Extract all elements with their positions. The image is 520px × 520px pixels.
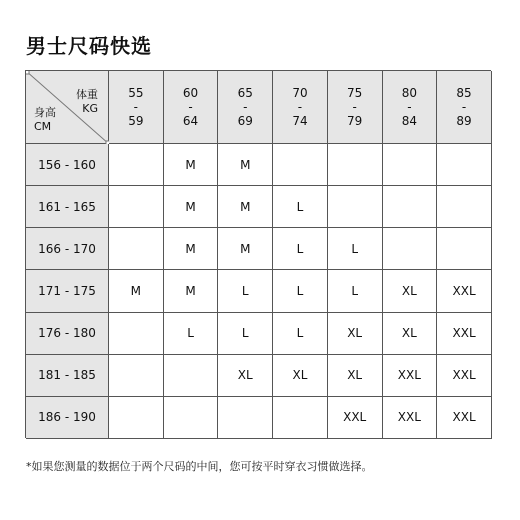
size-cell: XL	[218, 355, 273, 397]
size-cell	[109, 397, 164, 439]
weight-range-dash: -	[461, 100, 467, 114]
size-cell: M	[218, 228, 273, 270]
size-cell: XXL	[383, 355, 438, 397]
weight-range-top: 65	[237, 86, 253, 100]
size-cell: L	[218, 270, 273, 312]
size-cell	[273, 397, 328, 439]
size-cell: XXL	[437, 355, 492, 397]
size-cell	[109, 144, 164, 186]
size-cell	[328, 144, 383, 186]
weight-range-dash: -	[243, 100, 248, 114]
weight-column-header	[383, 71, 438, 144]
weight-range-dash: -	[407, 100, 412, 114]
size-cell: L	[164, 313, 219, 355]
size-cell	[109, 228, 164, 270]
weight-range-bottom: 84	[401, 114, 417, 128]
weight-range-bottom: 64	[182, 114, 199, 128]
weight-column-header	[218, 71, 273, 144]
weight-range-top: 85	[456, 86, 472, 100]
size-cell	[383, 228, 438, 270]
size-cell: XL	[383, 313, 438, 355]
size-chart-table	[25, 70, 491, 438]
size-cell	[437, 144, 492, 186]
size-cell	[109, 355, 164, 397]
size-cell	[383, 186, 438, 228]
size-cell	[437, 186, 492, 228]
weight-column-header	[437, 71, 492, 144]
size-cell: M	[164, 270, 219, 312]
size-cell: M	[218, 186, 273, 228]
weight-range-top: 80	[401, 86, 417, 100]
size-cell: L	[273, 228, 328, 270]
weight-range-bottom: 59	[128, 114, 144, 128]
weight-range-top: 60	[182, 86, 199, 100]
size-cell	[218, 397, 273, 439]
size-cell: M	[164, 186, 219, 228]
weight-range-bottom: 89	[456, 114, 472, 128]
weight-column-header	[273, 71, 328, 144]
weight-range-dash: -	[188, 100, 193, 114]
size-cell	[164, 355, 219, 397]
weight-range-top: 70	[292, 86, 308, 100]
weight-unit: KG	[82, 102, 98, 115]
height-unit: CM	[34, 120, 52, 133]
size-cell: XXL	[328, 397, 383, 439]
size-cell: XL	[273, 355, 328, 397]
size-cell	[328, 186, 383, 228]
weight-range-bottom: 74	[292, 114, 308, 128]
size-cell: L	[273, 186, 328, 228]
size-cell: XXL	[437, 313, 492, 355]
weight-header	[76, 88, 98, 116]
height-row-header: 171 - 175	[26, 270, 109, 312]
size-cell: XL	[328, 313, 383, 355]
size-cell	[383, 144, 438, 186]
size-cell: M	[164, 228, 219, 270]
page-title: 男士尺码快选	[26, 34, 152, 58]
height-row-header: 161 - 165	[26, 186, 109, 228]
height-row-header: 156 - 160	[26, 144, 109, 186]
weight-label: 体重	[76, 88, 98, 101]
height-row-header: 186 - 190	[26, 397, 109, 439]
size-cell: L	[273, 270, 328, 312]
size-cell: M	[164, 144, 219, 186]
weight-column-header	[164, 71, 219, 144]
height-row-header: 176 - 180	[26, 313, 109, 355]
weight-range-dash: -	[352, 100, 357, 114]
height-row-header: 181 - 185	[26, 355, 109, 397]
height-row-header: 166 - 170	[26, 228, 109, 270]
footnote: *如果您测量的数据位于两个尺码的中间，您可按平时穿衣习惯做选择。	[26, 460, 373, 473]
size-cell: XL	[383, 270, 438, 312]
size-cell	[164, 397, 219, 439]
size-cell	[437, 228, 492, 270]
size-cell: L	[328, 270, 383, 312]
weight-range-top: 75	[347, 86, 363, 100]
size-cell	[109, 313, 164, 355]
size-cell: L	[328, 228, 383, 270]
weight-column-header	[109, 71, 164, 144]
size-cell: M	[218, 144, 273, 186]
weight-range-dash: -	[297, 100, 303, 114]
weight-column-header	[328, 71, 383, 144]
size-cell	[273, 144, 328, 186]
height-header	[34, 106, 56, 134]
size-cell: L	[218, 313, 273, 355]
weight-range-bottom: 69	[237, 114, 253, 128]
size-cell	[109, 186, 164, 228]
size-cell: M	[109, 270, 164, 312]
height-label: 身高	[34, 106, 56, 119]
size-cell: L	[273, 313, 328, 355]
weight-range-top: 55	[128, 86, 144, 100]
size-cell: XL	[328, 355, 383, 397]
size-cell: XXL	[383, 397, 438, 439]
weight-range-dash: -	[133, 100, 139, 114]
corner-header	[26, 71, 109, 144]
weight-range-bottom: 79	[347, 114, 363, 128]
size-cell: XXL	[437, 270, 492, 312]
size-cell: XXL	[437, 397, 492, 439]
